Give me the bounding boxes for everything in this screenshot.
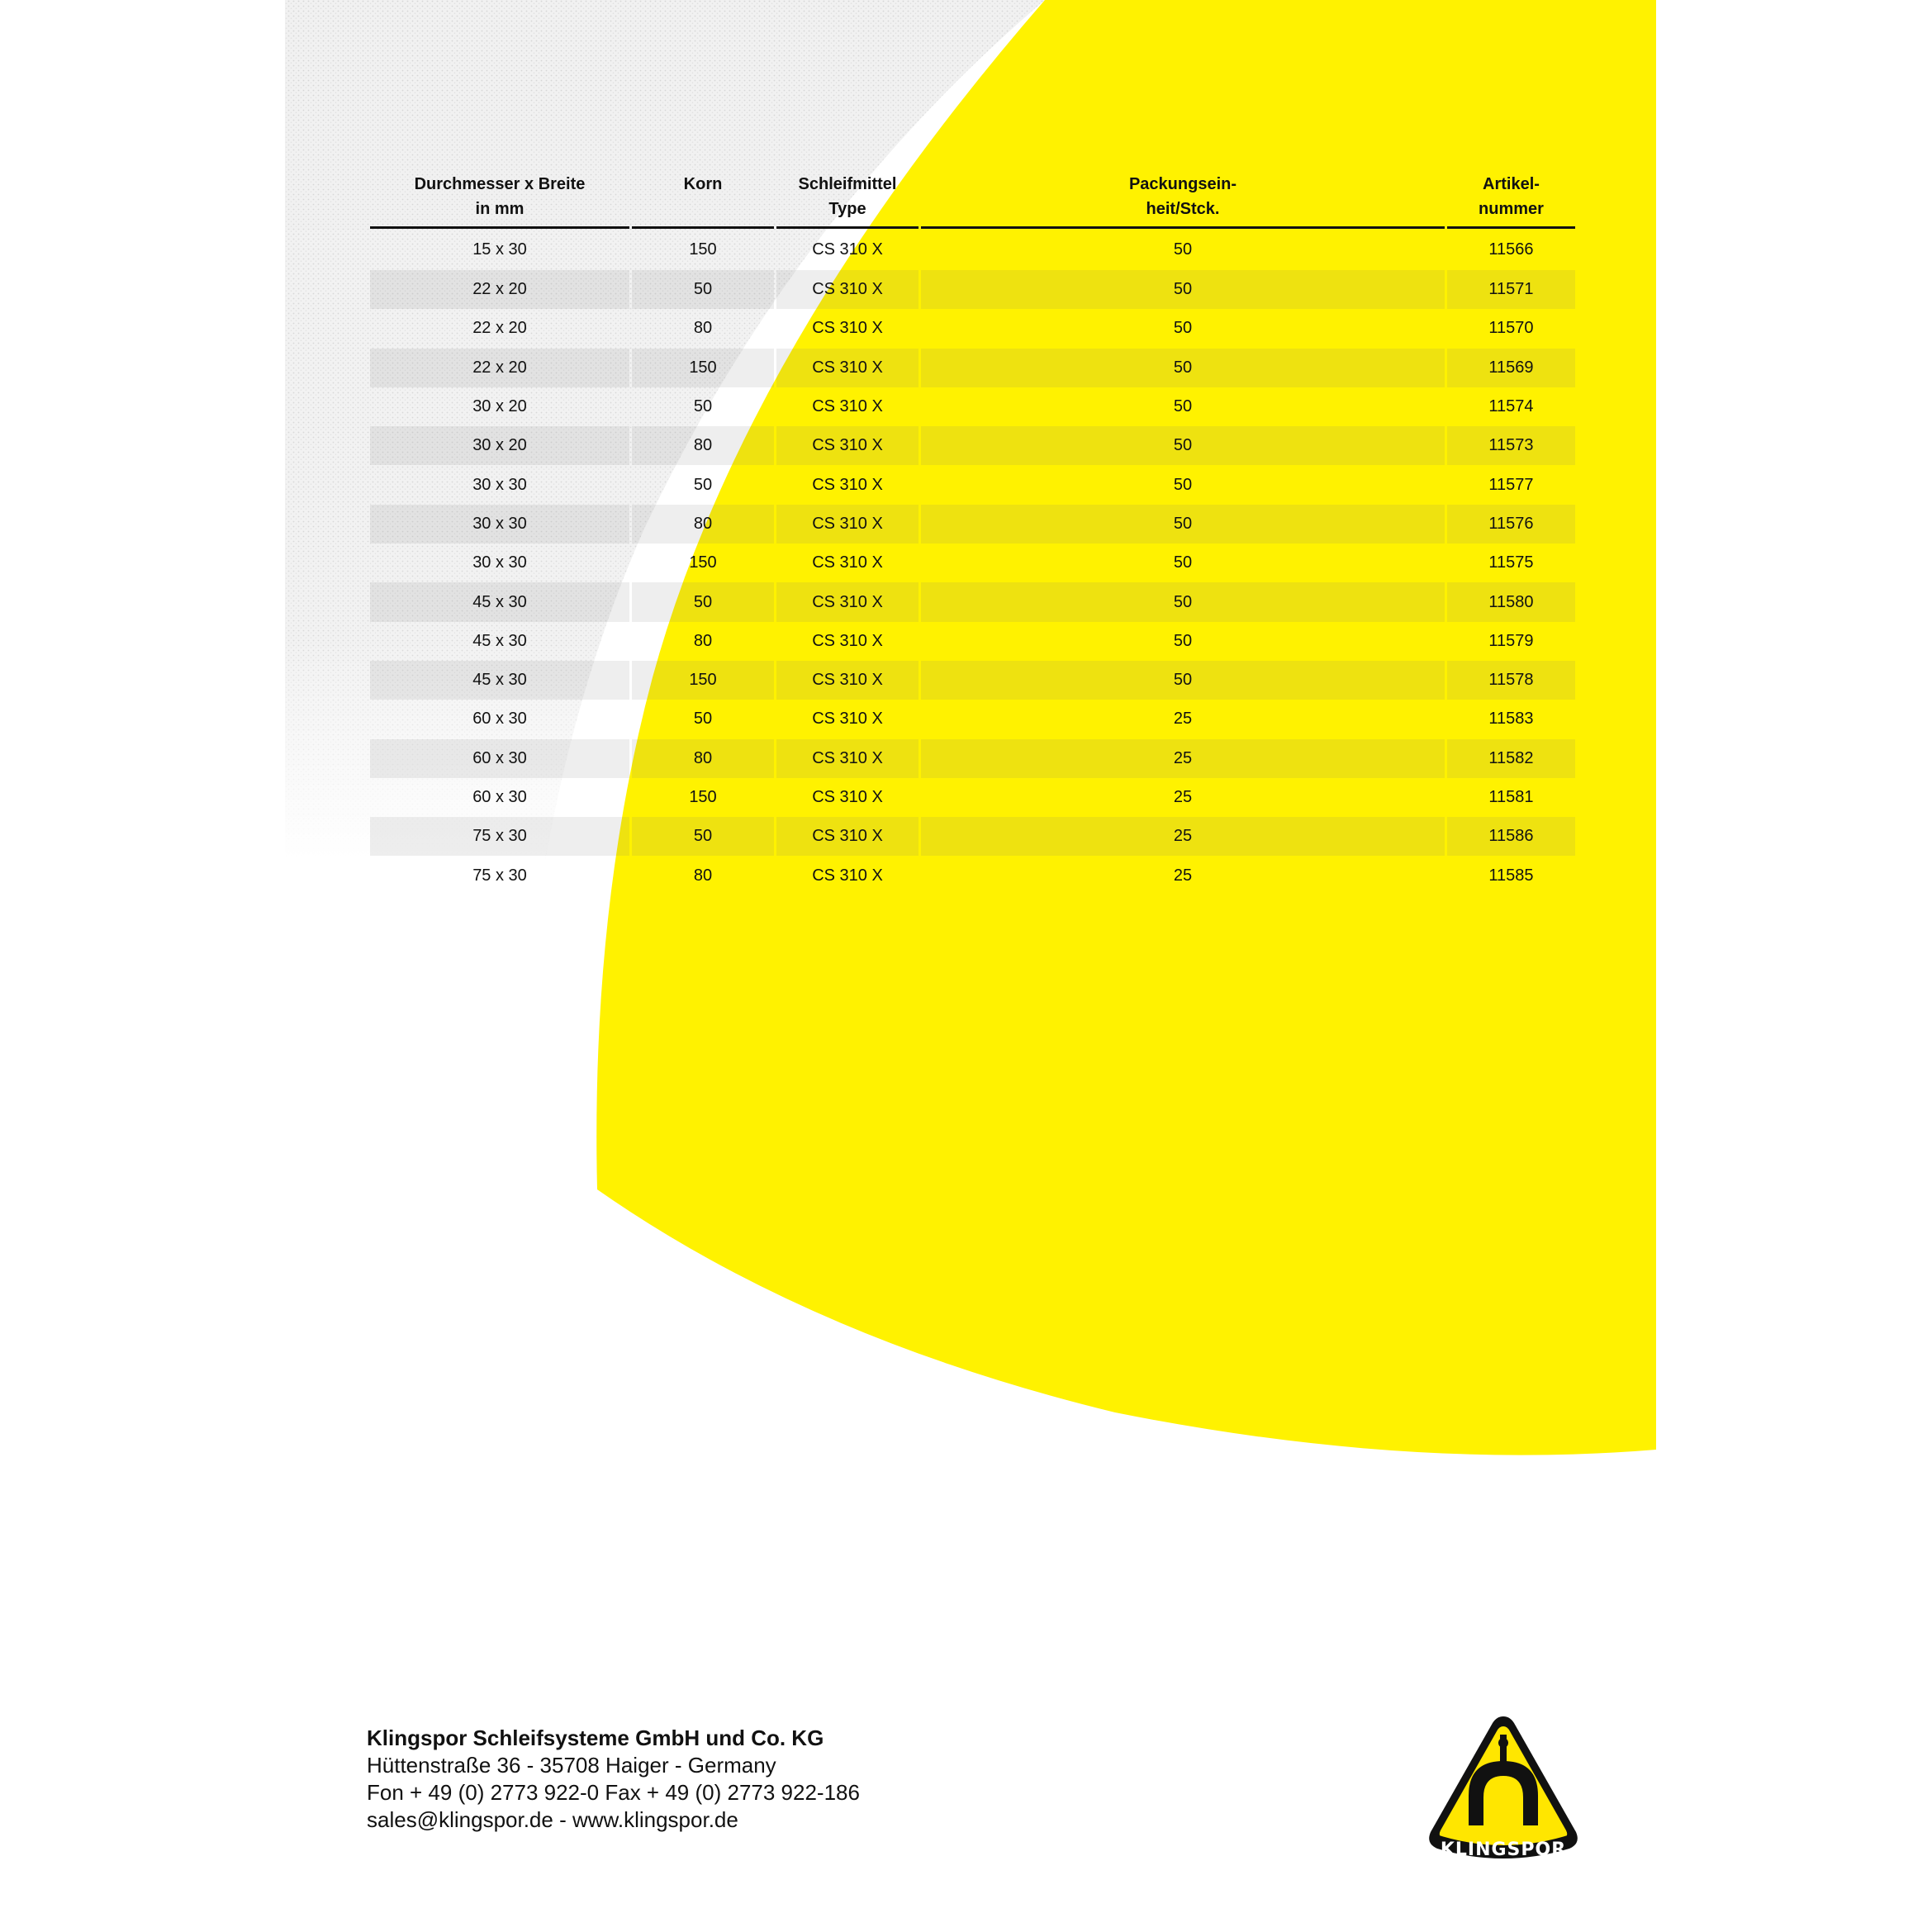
table-row [370,739,1575,778]
type-cell: CS 310 X [812,788,883,806]
article-number-cell: 11581 [1488,788,1534,806]
table-row [370,229,1575,270]
size-cell: 15 x 30 [472,240,527,259]
table-row [370,270,1575,309]
grit-cell: 80 [693,866,713,885]
grit-cell: 150 [689,788,717,806]
size-cell: 75 x 30 [472,866,527,885]
size-cell: 60 x 30 [472,788,527,806]
article-number-cell: 11571 [1447,270,1575,309]
type-cell: CS 310 X [812,475,883,494]
type-cell: CS 310 X [812,710,883,729]
size-cell: 22 x 20 [370,349,629,387]
header-grit: Korn [632,165,774,229]
type-cell: CS 310 X [812,319,883,338]
article-number-cell: 11569 [1447,349,1575,387]
table-row [370,465,1575,504]
pack-unit-cell: 25 [921,739,1445,778]
table-row [370,544,1575,582]
type-cell: CS 310 X [776,270,919,309]
size-cell: 75 x 30 [370,817,629,856]
table-row [370,622,1575,661]
type-cell: CS 310 X [776,426,919,465]
type-cell: CS 310 X [776,661,919,700]
size-cell: 30 x 30 [472,475,527,494]
company-name: Klingspor Schleifsysteme GmbH und Co. KG [367,1726,824,1750]
article-number-cell: 11577 [1488,475,1534,494]
table-header-row [370,165,1575,229]
size-cell: 30 x 30 [472,553,527,572]
type-cell: CS 310 X [812,397,883,416]
table-row [370,700,1575,738]
pack-unit-cell: 50 [921,505,1445,544]
product-table [368,165,1575,895]
article-number-cell: 11579 [1488,631,1534,650]
table-row [370,505,1575,544]
pack-unit-cell: 50 [1173,397,1193,416]
grit-cell: 80 [632,426,774,465]
type-cell: CS 310 X [812,631,883,650]
type-cell: CS 310 X [776,505,919,544]
footer-address [367,1725,860,1834]
table-row [370,778,1575,817]
type-cell: CS 310 X [812,866,883,885]
size-cell: 45 x 30 [472,631,527,650]
grit-cell: 150 [689,553,717,572]
size-cell: 60 x 30 [472,710,527,729]
grit-cell: 80 [693,631,713,650]
header-package-unit: Packungsein- heit/Stck. [921,165,1445,229]
table-row [370,349,1575,387]
pack-unit-cell: 50 [921,661,1445,700]
article-number-cell: 11574 [1488,397,1534,416]
article-number-cell: 11570 [1488,319,1534,338]
article-number-cell: 11586 [1447,817,1575,856]
size-cell: 45 x 30 [370,582,629,621]
type-cell: CS 310 X [812,240,883,259]
grit-cell: 80 [632,505,774,544]
phone-fax: Fon + 49 (0) 2773 922-0 Fax + 49 (0) 2773 922-186 [367,1780,860,1805]
grit-cell: 80 [693,319,713,338]
type-cell: CS 310 X [776,739,919,778]
grit-cell: 150 [632,349,774,387]
logo-text: KLINGSPOR [1440,1839,1567,1860]
pack-unit-cell: 50 [1173,631,1193,650]
grit-cell: 50 [632,270,774,309]
klingspor-logo-icon [1421,1710,1586,1867]
size-cell: 30 x 20 [472,397,527,416]
table-row [370,309,1575,348]
pack-unit-cell: 25 [1173,866,1193,885]
grit-cell: 50 [693,710,713,729]
size-cell: 22 x 20 [370,270,629,309]
type-cell: CS 310 X [776,582,919,621]
type-cell: CS 310 X [776,349,919,387]
table-row [370,661,1575,700]
article-number-cell: 11578 [1447,661,1575,700]
pack-unit-cell: 50 [921,582,1445,621]
table-row [370,387,1575,426]
pack-unit-cell: 50 [1173,240,1193,259]
email-website: sales@klingspor.de - www.klingspor.de [367,1807,738,1832]
article-number-cell: 11575 [1488,553,1534,572]
street-address: Hüttenstraße 36 - 35708 Haiger - Germany [367,1753,776,1778]
header-article-number: Artikel- nummer [1447,165,1575,229]
pack-unit-cell: 25 [1173,710,1193,729]
pack-unit-cell: 25 [921,817,1445,856]
table-row [370,426,1575,465]
grit-cell: 150 [632,661,774,700]
size-cell: 60 x 30 [370,739,629,778]
table-row [370,817,1575,856]
size-cell: 22 x 20 [472,319,527,338]
pack-unit-cell: 50 [921,426,1445,465]
grit-cell: 50 [693,397,713,416]
type-cell: CS 310 X [812,553,883,572]
grit-cell: 150 [689,240,717,259]
pack-unit-cell: 50 [1173,475,1193,494]
article-number-cell: 11573 [1447,426,1575,465]
pack-unit-cell: 50 [921,270,1445,309]
size-cell: 30 x 30 [370,505,629,544]
grit-cell: 80 [632,739,774,778]
article-number-cell: 11566 [1488,240,1534,259]
header-abrasive-type: Schleifmittel Type [776,165,919,229]
header-diameter-width: Durchmesser x Breite in mm [370,165,629,229]
grit-cell: 50 [632,817,774,856]
article-number-cell: 11583 [1488,710,1534,729]
table-row [370,582,1575,621]
table-row [370,856,1575,895]
article-number-cell: 11582 [1447,739,1575,778]
pack-unit-cell: 25 [1173,788,1193,806]
grit-cell: 50 [693,475,713,494]
pack-unit-cell: 50 [921,349,1445,387]
article-number-cell: 11580 [1447,582,1575,621]
pack-unit-cell: 50 [1173,319,1193,338]
type-cell: CS 310 X [776,817,919,856]
pack-unit-cell: 50 [1173,553,1193,572]
size-cell: 45 x 30 [370,661,629,700]
size-cell: 30 x 20 [370,426,629,465]
article-number-cell: 11585 [1488,866,1534,885]
article-number-cell: 11576 [1447,505,1575,544]
grit-cell: 50 [632,582,774,621]
